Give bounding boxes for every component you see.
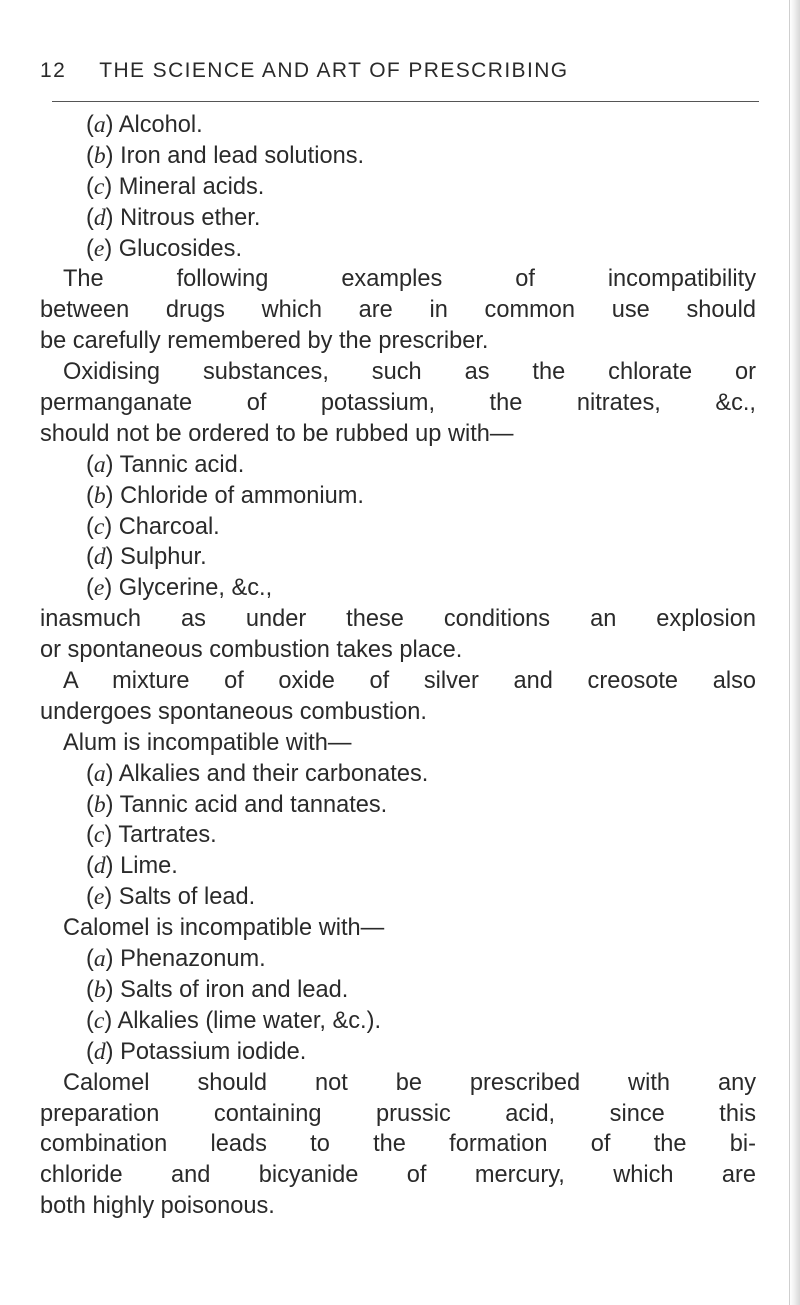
list-item-text: Glucosides. — [118, 235, 243, 262]
list-item: (d) Potassium iodide. — [86, 1038, 307, 1065]
list-item: (d) Sulphur. — [86, 544, 207, 571]
list-item-text: Mineral acids. — [118, 173, 265, 200]
list-item-letter: d — [93, 1038, 106, 1065]
list-item-text: Chloride of ammonium. — [120, 482, 364, 509]
list-item: (a) Phenazonum. — [86, 946, 266, 973]
paragraph-line: preparation containing prussic acid, since this — [40, 1100, 756, 1127]
list-item-letter: b — [93, 482, 106, 509]
list-item-text: Alkalies (lime water, &c.). — [117, 1007, 381, 1034]
list-item-letter: e — [93, 884, 105, 911]
list-item-text: Lime. — [120, 853, 178, 880]
list-item-text: Sulphur. — [120, 544, 207, 571]
list-item-text: Salts of lead. — [118, 884, 256, 911]
list-item: (a) Tannic acid. — [86, 451, 245, 478]
list-item-letter: d — [93, 853, 106, 880]
list-item-letter: c — [93, 173, 105, 200]
page-header — [40, 56, 760, 86]
list-item-letter: a — [93, 760, 106, 787]
list-item: (b) Chloride of ammonium. — [86, 482, 364, 509]
page-number: 12 — [40, 59, 67, 82]
list-item: (a) Alcohol. — [86, 112, 203, 138]
list-item-letter: d — [93, 204, 106, 231]
header-rule — [52, 101, 759, 102]
list-item: (c) Tartrates. — [86, 822, 217, 849]
list-item: (c) Charcoal. — [86, 513, 220, 540]
paragraph-line: undergoes spontaneous combustion. — [40, 698, 427, 725]
list-item: (e) Glycerine, &c., — [86, 575, 273, 602]
list-item-text: Salts of iron and lead. — [120, 976, 349, 1003]
paragraph-line: inasmuch as under these conditions an explosion — [40, 606, 756, 633]
paragraph-line: both highly poisonous. — [40, 1193, 275, 1220]
list-item-text: Potassium iodide. — [120, 1038, 307, 1065]
list-item-letter: d — [93, 544, 106, 571]
list-item-text: Glycerine, &c., — [118, 575, 273, 602]
list-item: (b) Salts of iron and lead. — [86, 976, 349, 1003]
list-item-text: Tannic acid and tannates. — [119, 791, 388, 818]
list-item-letter: b — [93, 142, 106, 169]
list-item: (a) Alkalies and their carbonates. — [86, 760, 429, 787]
paragraph-line: combination leads to the formation of the bi- — [40, 1131, 756, 1158]
list-item: (d) Lime. — [86, 853, 178, 880]
list-item-letter: a — [93, 112, 106, 138]
list-item-text: Tartrates. — [118, 822, 217, 849]
list-item-text: Alkalies and their carbonates. — [118, 760, 429, 787]
list-item-letter: b — [93, 976, 106, 1003]
list-item: (b) Tannic acid and tannates. — [86, 791, 388, 818]
list-item-text: Nitrous ether. — [120, 204, 261, 231]
list-item-letter: e — [93, 575, 105, 602]
paragraph-line: be carefully remembered by the prescriber. — [40, 328, 489, 355]
list-item-text: Phenazonum. — [120, 946, 266, 973]
paragraph-line: chloride and bicyanide of mercury, which are — [40, 1162, 756, 1189]
list-item-letter: c — [93, 822, 105, 849]
list-item-text: Alcohol. — [118, 112, 203, 138]
page-edge-shadow — [790, 0, 800, 1305]
paragraph-line: between drugs which are in common use should — [40, 297, 756, 324]
list-item-letter: b — [93, 791, 106, 818]
list-item: (e) Salts of lead. — [86, 884, 256, 911]
list-item-letter: c — [93, 1007, 105, 1034]
list-item: (c) Alkalies (lime water, &c.). — [86, 1007, 381, 1034]
paragraph-line: A mixture of oxide of silver and creosote also — [63, 668, 756, 695]
list-item-text: Tannic acid. — [119, 451, 245, 478]
list-item: (c) Mineral acids. — [86, 173, 265, 200]
paragraph-line: should not be ordered to be rubbed up with— — [40, 420, 514, 447]
list-item-letter: a — [93, 451, 106, 478]
body-text — [40, 110, 756, 1222]
list-item: (d) Nitrous ether. — [86, 204, 261, 231]
paragraph-line: Alum is incompatible with— — [63, 729, 352, 756]
paragraph-line: Calomel should not be prescribed with any — [63, 1069, 756, 1096]
running-title: THE SCIENCE AND ART OF PRESCRIBING — [99, 59, 569, 82]
list-item-letter: e — [93, 235, 105, 262]
list-item-text: Charcoal. — [118, 513, 220, 540]
list-item-letter: a — [93, 946, 106, 973]
list-item: (b) Iron and lead solutions. — [86, 142, 365, 169]
list-item-letter: c — [93, 513, 105, 540]
paragraph-line: permanganate of potassium, the nitrates, &c., — [40, 390, 756, 417]
paragraph-line: The following examples of incompatibility — [63, 266, 756, 293]
paragraph-line: or spontaneous combustion takes place. — [40, 637, 463, 664]
list-item-text: Iron and lead solutions. — [120, 142, 365, 169]
paragraph-line: Oxidising substances, such as the chlorate or — [63, 359, 756, 386]
paragraph-line: Calomel is incompatible with— — [63, 915, 385, 942]
list-item: (e) Glucosides. — [86, 235, 243, 262]
